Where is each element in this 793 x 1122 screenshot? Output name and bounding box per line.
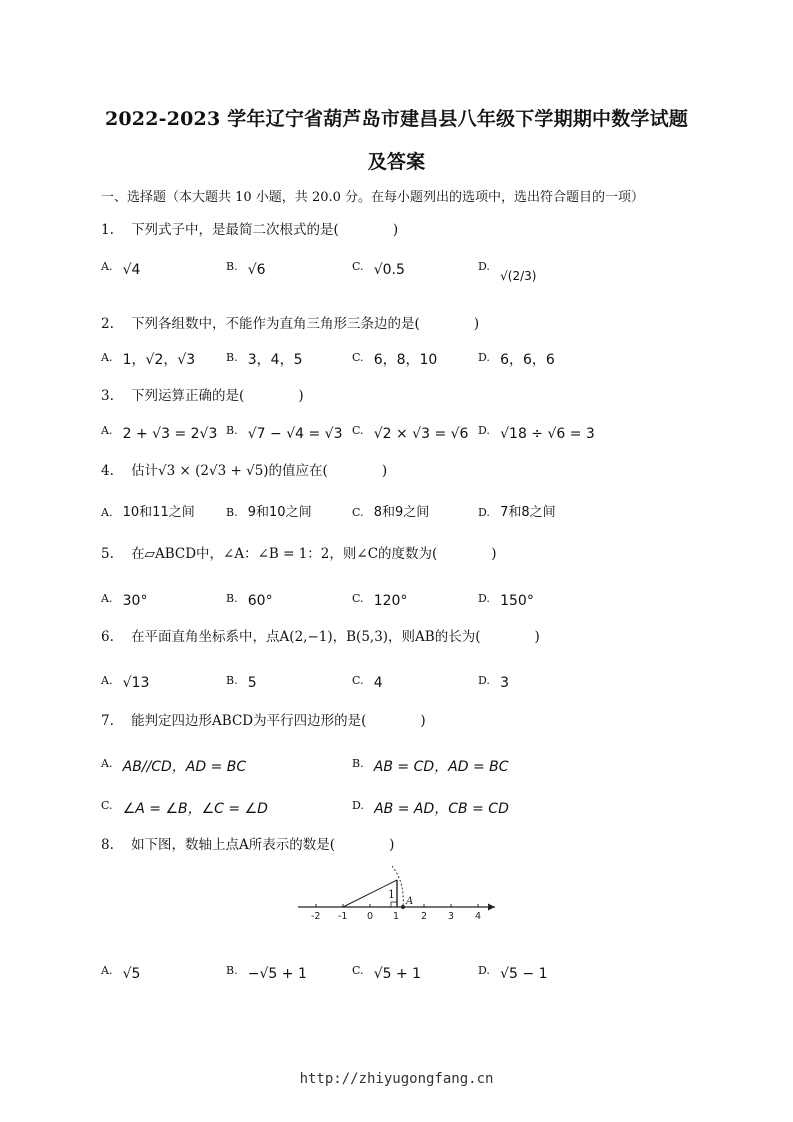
option-4d[interactable] <box>478 501 556 520</box>
option-letter: C. <box>352 424 364 437</box>
option-letter: D. <box>352 799 364 812</box>
option-text: AB = AD，CB = CD <box>374 801 509 817</box>
option-text: 3 <box>500 675 510 691</box>
option-1c[interactable] <box>352 255 405 278</box>
question-text: 下列各组数中，不能作为直角三角形三条边的是( ) <box>131 316 480 332</box>
option-text: 150° <box>500 593 534 609</box>
question-1 <box>101 218 398 238</box>
option-letter: B. <box>226 964 238 977</box>
option-letter: C. <box>352 674 364 687</box>
option-6b[interactable] <box>226 669 257 691</box>
option-letter: D. <box>478 964 490 977</box>
option-text: 120° <box>373 593 408 609</box>
option-4c[interactable] <box>352 501 429 520</box>
option-6a[interactable] <box>101 669 150 691</box>
option-text: 3，4，5 <box>247 352 303 368</box>
page-title: 2022-2023 学年辽宁省葫芦岛市建昌县八年级下学期期中数学试题 <box>104 108 689 130</box>
option-5a[interactable] <box>101 587 148 609</box>
option-text: 5 <box>247 675 257 691</box>
option-letter: B. <box>226 260 238 273</box>
option-text: √5 + 1 <box>373 966 422 982</box>
option-text: AB = CD，AD = BC <box>373 759 509 775</box>
question-number: 8. <box>101 837 114 853</box>
question-text: 如下图，数轴上点A所表示的数是( ) <box>131 837 395 853</box>
question-3 <box>101 384 304 404</box>
option-letter: C. <box>101 799 113 812</box>
option-letter: B. <box>352 757 364 770</box>
option-text: √13 <box>122 675 150 691</box>
option-8c[interactable] <box>352 959 422 982</box>
option-text: 8和9之间 <box>373 505 430 520</box>
option-letter: A. <box>101 260 113 273</box>
footer-url[interactable]: http://zhiyugongfang.cn <box>299 1071 494 1087</box>
option-text: √4 <box>122 262 141 278</box>
option-3a[interactable] <box>101 419 218 442</box>
question-text: 能判定四边形ABCD为平行四边形的是( ) <box>131 713 426 729</box>
question-number: 3. <box>101 388 114 404</box>
question-number: 6. <box>101 629 114 645</box>
option-letter: B. <box>226 592 238 605</box>
option-text: √18 ÷ √6 = 3 <box>500 426 595 442</box>
question-4 <box>101 459 387 479</box>
option-7b[interactable] <box>352 752 509 775</box>
option-text: √7 − √4 = √3 <box>247 426 343 442</box>
question-2 <box>101 312 479 332</box>
option-letter: C. <box>352 592 364 605</box>
option-text: 1，√2，√3 <box>122 352 196 368</box>
figure-label-a: A <box>406 896 414 907</box>
option-text: −√5 + 1 <box>247 966 307 982</box>
option-letter: A. <box>101 506 113 519</box>
question-8 <box>101 833 394 853</box>
question-text: 在平面直角坐标系中，点A(2,−1)，B(5,3)，则AB的长为( ) <box>131 629 540 645</box>
option-letter: A. <box>101 592 113 605</box>
option-1a[interactable] <box>101 255 141 278</box>
question-6 <box>101 625 540 645</box>
question-number: 7. <box>101 713 114 729</box>
question-number: 2. <box>101 316 114 332</box>
tick-label: 2 <box>421 911 428 922</box>
option-7a[interactable] <box>101 752 247 775</box>
option-letter: B. <box>226 424 238 437</box>
option-letter: D. <box>478 424 490 437</box>
option-text: √0.5 <box>373 262 405 278</box>
option-text: √6 <box>247 262 266 278</box>
question-text: 下列运算正确的是( ) <box>131 388 304 404</box>
option-6c[interactable] <box>352 669 383 691</box>
option-letter: D. <box>478 592 490 605</box>
option-letter: A. <box>101 674 113 687</box>
option-letter: C. <box>352 506 364 519</box>
option-text: 6，8，10 <box>373 352 438 368</box>
question-text: 下列式子中，是最简二次根式的是( ) <box>131 222 399 238</box>
option-text: 4 <box>373 675 383 691</box>
option-text: 10和11之间 <box>122 505 195 520</box>
option-letter: A. <box>101 424 113 437</box>
option-letter: A. <box>101 757 113 770</box>
option-5d[interactable] <box>478 587 534 609</box>
option-4b[interactable] <box>226 501 312 520</box>
option-4a[interactable] <box>101 501 195 520</box>
option-text: √5 − 1 <box>500 966 548 982</box>
option-letter: D. <box>478 506 490 519</box>
option-1d[interactable] <box>478 255 537 283</box>
option-text: √5 <box>122 966 141 982</box>
option-text: 30° <box>122 593 148 609</box>
option-letter: B. <box>226 674 238 687</box>
question-7 <box>101 709 426 729</box>
option-letter: C. <box>352 964 364 977</box>
option-1b[interactable] <box>226 255 266 278</box>
option-text: 7和8之间 <box>500 505 556 520</box>
option-2d[interactable] <box>478 346 555 366</box>
figure-label-one: 1 <box>388 888 395 901</box>
tick-label: 1 <box>393 911 400 922</box>
question-number: 5. <box>101 546 114 562</box>
option-7c[interactable] <box>101 794 268 817</box>
option-2c[interactable] <box>352 346 437 366</box>
page-title-line2: 及答案 <box>367 151 426 173</box>
option-text: 6，6，6 <box>500 352 555 368</box>
option-letter: A. <box>101 351 113 364</box>
option-3d[interactable] <box>478 419 595 442</box>
option-letter: C. <box>352 260 364 273</box>
question-5 <box>101 542 497 562</box>
number-line-figure <box>290 860 505 925</box>
question-number: 4. <box>101 463 114 479</box>
option-letter: D. <box>478 351 490 364</box>
option-3c[interactable] <box>352 419 469 442</box>
option-letter: D. <box>478 260 490 273</box>
option-8d[interactable] <box>478 959 548 982</box>
tick-label: 0 <box>367 911 374 922</box>
option-2a[interactable] <box>101 346 195 366</box>
option-text: 9和10之间 <box>247 505 312 520</box>
option-text: AB//CD，AD = BC <box>122 759 247 775</box>
tick-label: 3 <box>448 911 455 922</box>
option-2b[interactable] <box>226 346 303 366</box>
option-text: √2 × √3 = √6 <box>373 426 469 442</box>
option-letter: B. <box>226 506 238 519</box>
option-text: ∠A = ∠B，∠C = ∠D <box>122 801 268 817</box>
option-7d[interactable] <box>352 794 509 817</box>
option-letter: D. <box>478 674 490 687</box>
option-5c[interactable] <box>352 587 408 609</box>
option-text: 60° <box>247 593 273 609</box>
option-letter: B. <box>226 351 238 364</box>
question-text: 估计√3 × (2√3 + √5)的值应在( ) <box>131 463 388 479</box>
option-letter: A. <box>101 964 113 977</box>
option-8a[interactable] <box>101 959 141 982</box>
tick-label: -2 <box>311 911 321 922</box>
option-text: 2 + √3 = 2√3 <box>122 426 218 442</box>
option-3b[interactable] <box>226 419 343 442</box>
option-6d[interactable] <box>478 669 510 691</box>
question-number: 1. <box>101 222 114 238</box>
tick-label: -1 <box>338 911 348 922</box>
section-heading: 一、选择题（本大题共 10 小题，共 20.0 分。在每小题列出的选项中，选出符合题目的一项） <box>101 190 645 205</box>
option-5b[interactable] <box>226 587 273 609</box>
option-8b[interactable] <box>226 959 307 982</box>
tick-label: 4 <box>475 911 482 922</box>
option-letter: C. <box>352 351 364 364</box>
option-text: √(2/3) <box>500 269 537 283</box>
question-text: 在▱ABCD中，∠A：∠B = 1：2，则∠C的度数为( ) <box>131 546 497 562</box>
